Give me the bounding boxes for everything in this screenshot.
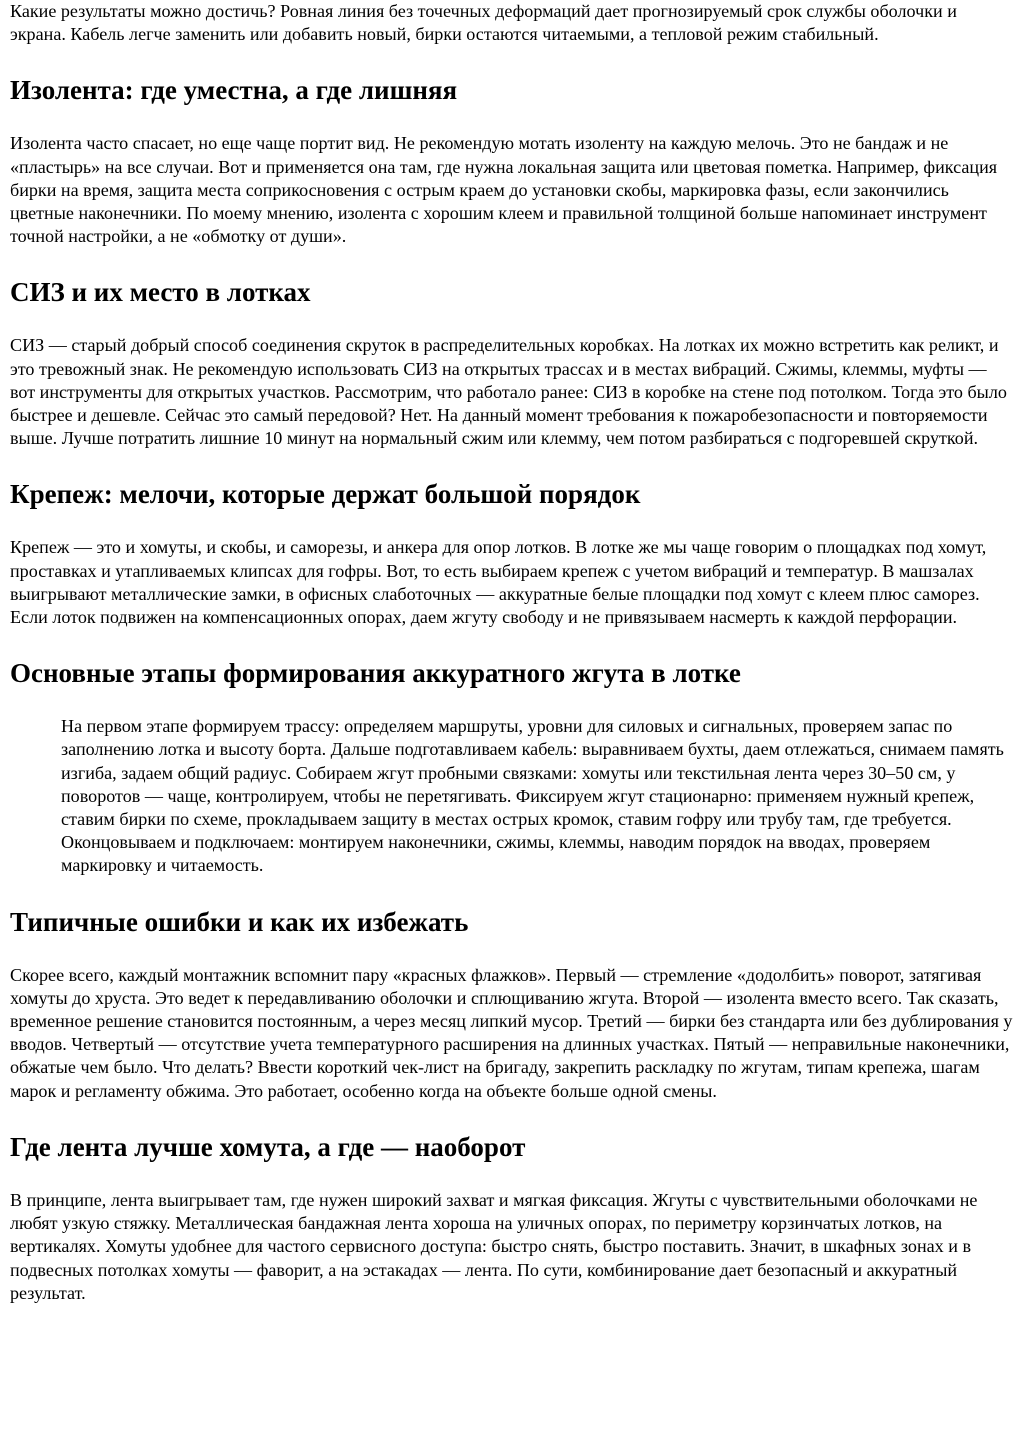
- paragraph-typical-mistakes: Скорее всего, каждый монтажник вспомнит пару «красных флажков». Первый — стремление «додолбить» поворот, затягивая хомуты до хруста. Это ведет к передавливанию оболочки и сплющиванию жгута. Второй — изолента вместо всего. Так сказать, временное решение становится постоянным, а через месяц липкий мусор. Третий — бирки без стандарта или без дублирования у вводов. Четвертый — отсутствие учета температурного расширения на длинных участках. Пятый — неправильные наконечники, обжатые чем было. Что делать? Ввести короткий чек-лист на бригаду, закрепить раскладку по жгутам, типам крепежа, шагам марок и регламенту обжима. Это работает, особенно когда на объекте больше одной смены.: [10, 964, 1013, 1101]
- heading-typical-mistakes: Типичные ошибки и как их избежать: [10, 906, 469, 937]
- heading-harness-stages: Основные этапы формирования аккуратного жгута в лотке: [10, 658, 741, 689]
- blockquote-harness-stages: На первом этапе формируем трассу: определяем маршруты, уровни для силовых и сигнальных, проверяем запас по заполнению лотка и высоту борта. Дальше подготавливаем кабель: выравниваем бухты, даем отлежаться, снимаем память изгиба, задаем общий радиус. Собираем жгут пробными связками: хомуты или текстильная лента через 30–50 см, у поворотов — чаще, контролируем, чтобы не перетягивать. Фиксируем жгут стационарно: применяем нужный крепеж, ставим бирки по схеме, прокладываем защиту в местах острых кромок, ставим гофру или трубу там, где требуется. Оконцовываем и подключаем: монтируем наконечники, сжимы, клеммы, наводим порядок на вводах, проверяем маркировку и читаемость.: [61, 716, 1004, 876]
- paragraph-insulating-tape: Изолента часто спасает, но еще чаще портит вид. Не рекомендую мотать изоленту на каждую мелочь. Это не бандаж и не «пластырь» на все случаи. Вот и применяется она там, где нужна локальная защита или цветовая пометка. Например, фиксация бирки на время, защита места соприкосновения с острым краем до установки скобы, маркировка фазы, если закончились цветные наконечники. По моему мнению, изолента с хорошим клеем и правильной толщиной больше напоминает инструмент точной настройки, а не «обмотку от души».: [10, 133, 998, 247]
- heading-siz-connectors: СИЗ и их место в лотках: [10, 277, 311, 308]
- paragraph-fasteners: Крепеж — это и хомуты, и скобы, и саморезы, и анкера для опор лотков. В лотке же мы чаще говорим о площадках под хомут, проставках и утапливаемых клипсах для гофры. Вот, то есть выбираем крепеж с учетом вибраций и температур. В машзалах выигрывают металлические замки, в офисных слаботочных — аккуратные белые площадки под хомут с клеем плюс саморез. Если лоток подвижен на компенсационных опорах, даем жгуту свободу и не привязываем насмерть к каждой перфорации.: [10, 537, 987, 628]
- intro-paragraph: Какие результаты можно достичь? Ровная линия без точечных деформаций дает прогнозируемый срок службы оболочки и экрана. Кабель легче заменить или добавить новый, бирки остаются читаемыми, а тепловой режим стабильный.: [10, 1, 957, 45]
- paragraph-siz-connectors: СИЗ — старый добрый способ соединения скруток в распределительных коробках. На лотках их можно встретить как реликт, и это тревожный знак. Не рекомендую использовать СИЗ на открытых трассах и в местах вибраций. Сжимы, клеммы, муфты — вот инструменты для открытых участков. Рассмотрим, что работало ранее: СИЗ в коробке на стене под потолком. Тогда это было быстрее и дешевле. Сейчас это самый передовой? Нет. На данный момент требования к пожаробезопасности и повторяемости выше. Лучше потратить лишние 10 минут на нормальный сжим или клемму, чем потом разбираться с подгоревшей скруткой.: [10, 335, 1007, 449]
- heading-fasteners: Крепеж: мелочи, которые держат большой порядок: [10, 479, 641, 510]
- heading-tape-vs-ties: Где лента лучше хомута, а где — наоборот: [10, 1131, 526, 1162]
- paragraph-tape-vs-ties: В принципе, лента выигрывает там, где нужен широкий захват и мягкая фиксация. Жгуты с чувствительными оболочками не любят узкую стяжку. Металлическая бандажная лента хороша на уличных опорах, по периметру корзинчатых лотков, на вертикалях. Хомуты удобнее для частого сервисного доступа: быстро снять, быстро поставить. Значит, в шкафных зонах и в подвесных потолках хомуты — фаворит, а на эстакадах — лента. По сути, комбинирование дает безопасный и аккуратный результат.: [10, 1189, 978, 1303]
- heading-insulating-tape: Изолента: где уместна, а где лишняя: [10, 75, 458, 106]
